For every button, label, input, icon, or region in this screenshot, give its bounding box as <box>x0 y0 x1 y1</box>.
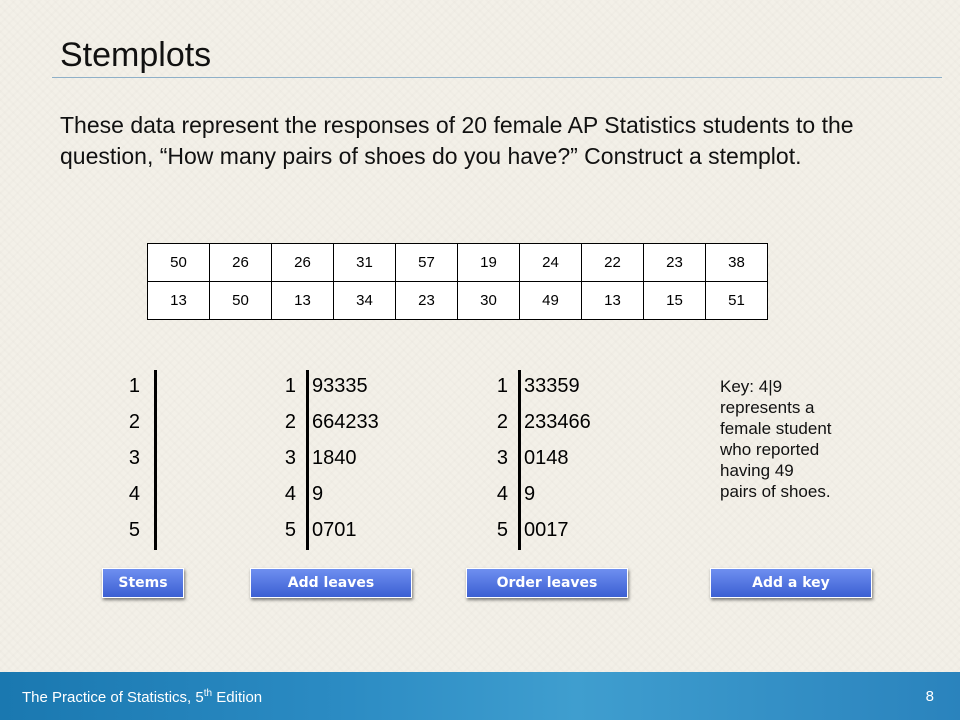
stemplot-stems-only <box>126 368 156 548</box>
stems-button[interactable]: Stems <box>102 568 184 598</box>
table-cell: 19 <box>458 244 520 282</box>
key-line: who reported <box>720 440 820 459</box>
table-cell: 57 <box>396 244 458 282</box>
leaf-values: 0017 <box>524 518 569 541</box>
footer-book-title <box>22 688 262 706</box>
key-line: having 49 <box>720 461 794 480</box>
table-cell: 50 <box>148 244 210 282</box>
table-cell: 23 <box>396 282 458 320</box>
stemplot-row <box>282 512 379 548</box>
table-cell: 24 <box>520 244 582 282</box>
table-cell: 30 <box>458 282 520 320</box>
stemplot-unordered <box>282 368 379 548</box>
stem-divider <box>306 370 309 550</box>
stemplot-row <box>494 440 591 476</box>
table-cell: 15 <box>644 282 706 320</box>
stem-value: 1 <box>128 374 140 397</box>
footer-bar <box>0 672 960 720</box>
stem-value: 3 <box>128 446 140 469</box>
stem-divider <box>154 370 157 550</box>
stemplot-row <box>126 512 156 548</box>
stemplot-key <box>720 376 900 502</box>
stemplot-row <box>494 368 591 404</box>
stem-value: 2 <box>496 410 508 433</box>
table-cell: 13 <box>148 282 210 320</box>
stemplot-row <box>126 368 156 404</box>
data-table <box>147 243 768 320</box>
book-title-text: The Practice of Statistics, 5 <box>22 689 204 706</box>
stem-value: 5 <box>284 518 296 541</box>
stem-value: 5 <box>496 518 508 541</box>
table-cell: 22 <box>582 244 644 282</box>
leaf-values: 9 <box>312 482 324 505</box>
edition-superscript: th <box>203 688 213 699</box>
add-leaves-button[interactable]: Add leaves <box>250 568 412 598</box>
leaf-values: 664233 <box>312 410 379 433</box>
stemplot-row <box>282 476 379 512</box>
stemplot-ordered <box>494 368 591 548</box>
leaf-values: 0148 <box>524 446 569 469</box>
page-number: 8 <box>925 688 934 705</box>
stem-value: 2 <box>128 410 140 433</box>
table-cell: 38 <box>706 244 768 282</box>
leaf-values: 1840 <box>312 446 357 469</box>
table-cell: 51 <box>706 282 768 320</box>
leaf-values: 9 <box>524 482 536 505</box>
stemplot-row <box>126 476 156 512</box>
stemplot-row <box>282 440 379 476</box>
key-line: pairs of shoes. <box>720 482 831 501</box>
stemplot-row <box>126 440 156 476</box>
key-line: Key: 4|9 <box>720 377 783 396</box>
stemplot-row <box>494 476 591 512</box>
stem-value: 5 <box>128 518 140 541</box>
title-divider <box>52 77 942 78</box>
stem-value: 3 <box>284 446 296 469</box>
table-cell: 49 <box>520 282 582 320</box>
table-row <box>148 282 768 320</box>
table-cell: 13 <box>272 282 334 320</box>
key-line: represents a <box>720 398 815 417</box>
stem-value: 2 <box>284 410 296 433</box>
leaf-values: 233466 <box>524 410 591 433</box>
leaf-values: 33359 <box>524 374 580 397</box>
stem-value: 4 <box>496 482 508 505</box>
table-cell: 50 <box>210 282 272 320</box>
leaf-values: 93335 <box>312 374 368 397</box>
order-leaves-button[interactable]: Order leaves <box>466 568 628 598</box>
table-cell: 31 <box>334 244 396 282</box>
leaf-values: 0701 <box>312 518 357 541</box>
key-line: female student <box>720 419 832 438</box>
table-cell: 26 <box>210 244 272 282</box>
intro-text: These data represent the responses of 20 female AP Statistics students to the question, “How many pairs of shoes do you have?” Construct a stemplot. <box>60 112 854 169</box>
stem-value: 3 <box>496 446 508 469</box>
stem-value: 4 <box>284 482 296 505</box>
stemplot-row <box>282 404 379 440</box>
stem-value: 1 <box>284 374 296 397</box>
stemplot-row <box>126 404 156 440</box>
stem-value: 4 <box>128 482 140 505</box>
table-cell: 13 <box>582 282 644 320</box>
table-cell: 26 <box>272 244 334 282</box>
stem-value: 1 <box>496 374 508 397</box>
slide-title: Stemplots <box>60 36 212 74</box>
table-cell: 34 <box>334 282 396 320</box>
stemplot-row <box>282 368 379 404</box>
edition-word: Edition <box>212 689 263 706</box>
stem-divider <box>518 370 521 550</box>
table-row <box>148 244 768 282</box>
table-cell: 23 <box>644 244 706 282</box>
stemplot-row <box>494 404 591 440</box>
add-key-button[interactable]: Add a key <box>710 568 872 598</box>
stemplot-row <box>494 512 591 548</box>
